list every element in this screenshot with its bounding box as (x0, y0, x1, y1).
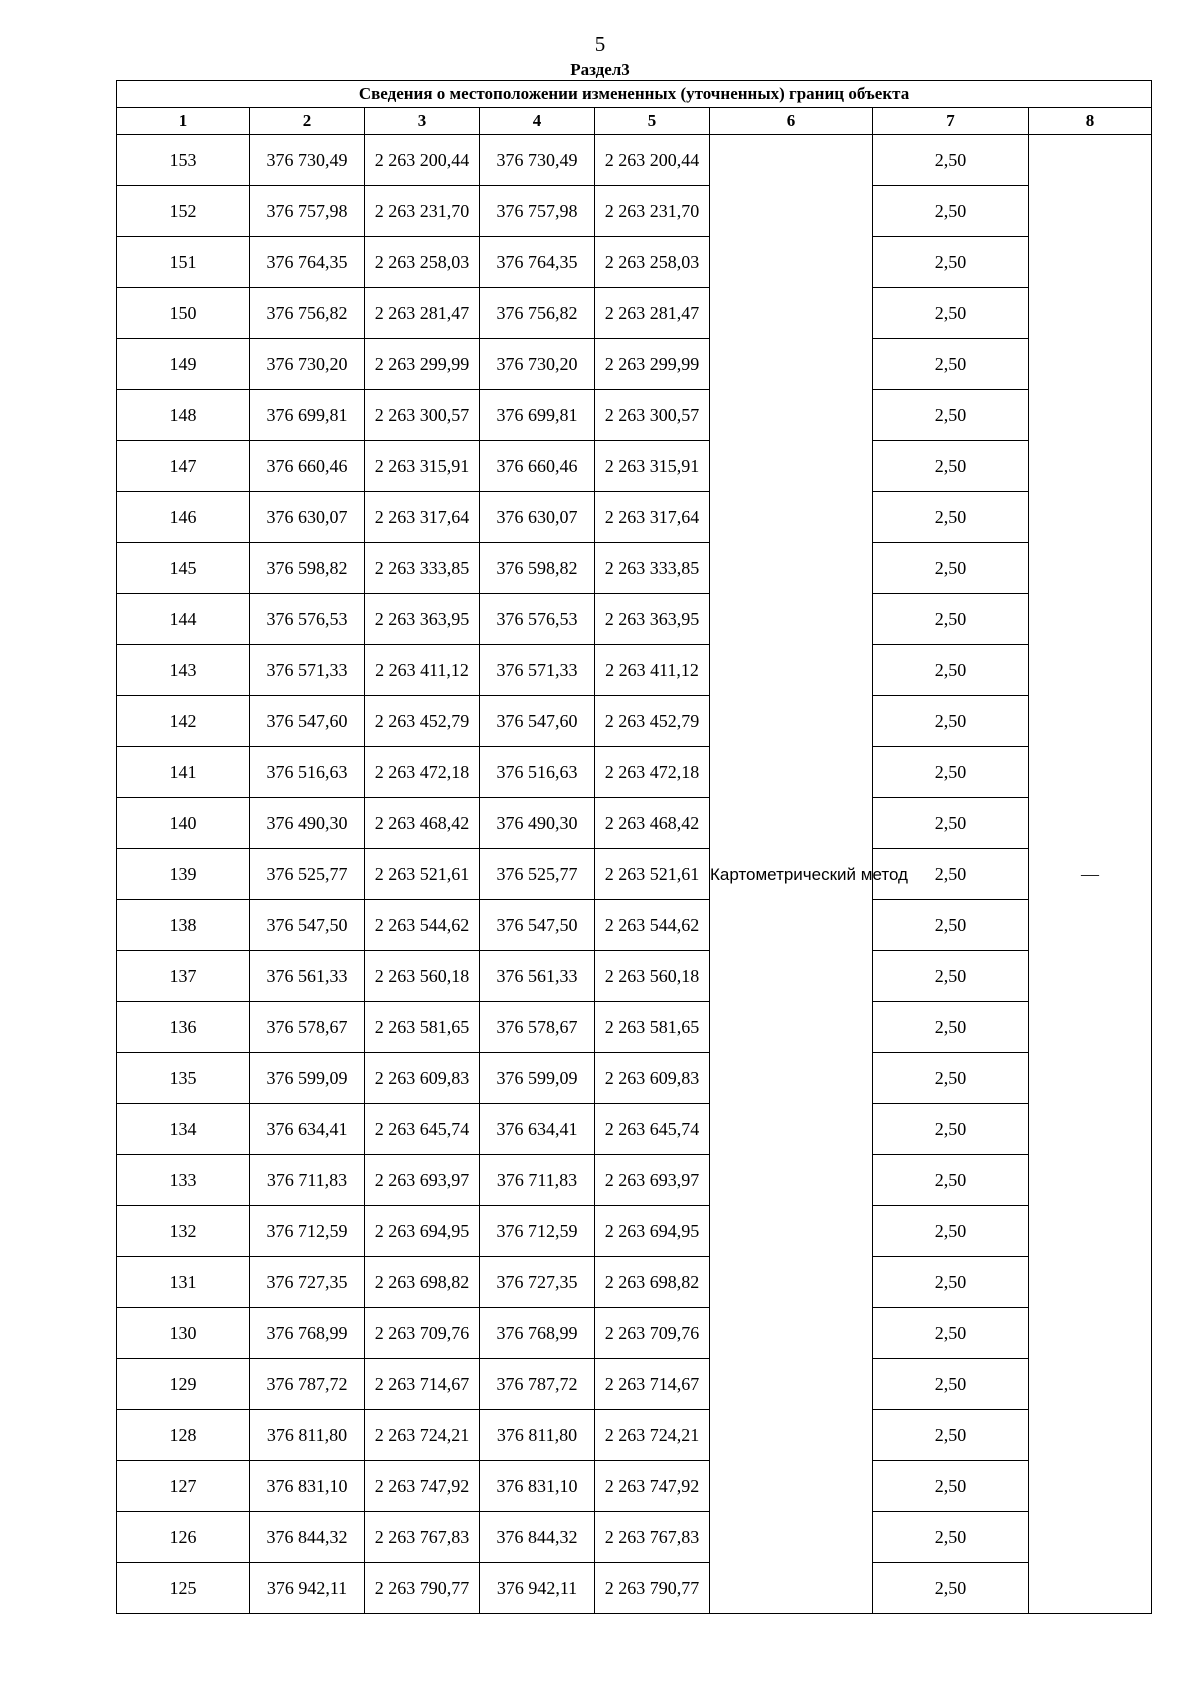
table-cell-accuracy: 2,50 (873, 1206, 1029, 1257)
table-cell-y2: 2 263 521,61 (595, 849, 710, 900)
table-cell-x1: 376 578,67 (250, 1002, 365, 1053)
column-number: 7 (873, 108, 1029, 135)
table-cell-n: 128 (117, 1410, 250, 1461)
table-cell-n: 144 (117, 594, 250, 645)
table-row (117, 645, 1152, 696)
table-cell-y2: 2 263 411,12 (595, 645, 710, 696)
column-number: 4 (480, 108, 595, 135)
table-cell-x1: 376 547,50 (250, 900, 365, 951)
table-cell-x2: 376 712,59 (480, 1206, 595, 1257)
table-cell-x1: 376 764,35 (250, 237, 365, 288)
table-body (117, 135, 1152, 1614)
table-row (117, 1206, 1152, 1257)
table-cell-y2: 2 263 767,83 (595, 1512, 710, 1563)
table-cell-x2: 376 844,32 (480, 1512, 595, 1563)
table-cell-x1: 376 634,41 (250, 1104, 365, 1155)
table-cell-x1: 376 730,20 (250, 339, 365, 390)
table-cell-x2: 376 730,20 (480, 339, 595, 390)
table-cell-accuracy: 2,50 (873, 1410, 1029, 1461)
table-row (117, 696, 1152, 747)
table-cell-y1: 2 263 581,65 (365, 1002, 480, 1053)
table-cell-y1: 2 263 544,62 (365, 900, 480, 951)
table-cell-n: 133 (117, 1155, 250, 1206)
table-cell-y1: 2 263 200,44 (365, 135, 480, 186)
table-cell-n: 126 (117, 1512, 250, 1563)
table-cell-y1: 2 263 452,79 (365, 696, 480, 747)
table-row (117, 135, 1152, 186)
table-cell-y1: 2 263 747,92 (365, 1461, 480, 1512)
table-row (117, 1053, 1152, 1104)
table-cell-y2: 2 263 333,85 (595, 543, 710, 594)
table-cell-x1: 376 730,49 (250, 135, 365, 186)
table-cell-x2: 376 599,09 (480, 1053, 595, 1104)
table-row (117, 747, 1152, 798)
table-cell-accuracy: 2,50 (873, 492, 1029, 543)
table-cell-n: 132 (117, 1206, 250, 1257)
table-cell-x2: 376 730,49 (480, 135, 595, 186)
table-row (117, 1461, 1152, 1512)
table-row (117, 339, 1152, 390)
table-row (117, 1410, 1152, 1461)
table-cell-y2: 2 263 258,03 (595, 237, 710, 288)
table-cell-y2: 2 263 299,99 (595, 339, 710, 390)
table-cell-n: 137 (117, 951, 250, 1002)
table-cell-accuracy: 2,50 (873, 1257, 1029, 1308)
table-cell-accuracy: 2,50 (873, 1563, 1029, 1614)
table-row (117, 1257, 1152, 1308)
table-cell-y1: 2 263 363,95 (365, 594, 480, 645)
table-cell-y2: 2 263 790,77 (595, 1563, 710, 1614)
table-cell-accuracy: 2,50 (873, 1104, 1029, 1155)
table-cell-x2: 376 660,46 (480, 441, 595, 492)
table-cell-accuracy: 2,50 (873, 543, 1029, 594)
column-8-cell: — (1029, 135, 1152, 1614)
table-cell-x1: 376 756,82 (250, 288, 365, 339)
table-cell-accuracy: 2,50 (873, 1461, 1029, 1512)
table-cell-x2: 376 831,10 (480, 1461, 595, 1512)
table-cell-y1: 2 263 609,83 (365, 1053, 480, 1104)
table-cell-y2: 2 263 694,95 (595, 1206, 710, 1257)
table-cell-x1: 376 490,30 (250, 798, 365, 849)
table-cell-x1: 376 811,80 (250, 1410, 365, 1461)
table-row (117, 492, 1152, 543)
table-cell-y1: 2 263 315,91 (365, 441, 480, 492)
table-cell-x1: 376 576,53 (250, 594, 365, 645)
table-cell-accuracy: 2,50 (873, 645, 1029, 696)
table-row (117, 900, 1152, 951)
table-row (117, 849, 1152, 900)
table-cell-n: 149 (117, 339, 250, 390)
table-row (117, 1308, 1152, 1359)
table-cell-y2: 2 263 747,92 (595, 1461, 710, 1512)
table-cell-y2: 2 263 317,64 (595, 492, 710, 543)
table-cell-accuracy: 2,50 (873, 798, 1029, 849)
table-row (117, 798, 1152, 849)
table-cell-accuracy: 2,50 (873, 1308, 1029, 1359)
table-cell-y2: 2 263 581,65 (595, 1002, 710, 1053)
table-cell-x1: 376 561,33 (250, 951, 365, 1002)
table-cell-y1: 2 263 299,99 (365, 339, 480, 390)
table-cell-x2: 376 634,41 (480, 1104, 595, 1155)
table-cell-accuracy: 2,50 (873, 849, 1029, 900)
table-cell-n: 138 (117, 900, 250, 951)
table-cell-x1: 376 598,82 (250, 543, 365, 594)
table-cell-x2: 376 711,83 (480, 1155, 595, 1206)
table-cell-y2: 2 263 724,21 (595, 1410, 710, 1461)
table-cell-n: 140 (117, 798, 250, 849)
table-cell-n: 145 (117, 543, 250, 594)
table-cell-y1: 2 263 790,77 (365, 1563, 480, 1614)
table-cell-n: 129 (117, 1359, 250, 1410)
table-cell-y2: 2 263 698,82 (595, 1257, 710, 1308)
table-cell-x1: 376 525,77 (250, 849, 365, 900)
table-cell-y1: 2 263 317,64 (365, 492, 480, 543)
table-cell-n: 153 (117, 135, 250, 186)
table-row (117, 390, 1152, 441)
table-row (117, 1155, 1152, 1206)
table-cell-n: 131 (117, 1257, 250, 1308)
table-cell-x2: 376 699,81 (480, 390, 595, 441)
table-cell-y2: 2 263 315,91 (595, 441, 710, 492)
table-cell-accuracy: 2,50 (873, 1155, 1029, 1206)
table-cell-y1: 2 263 231,70 (365, 186, 480, 237)
table-cell-x2: 376 768,99 (480, 1308, 595, 1359)
table-row (117, 1002, 1152, 1053)
table-cell-y1: 2 263 709,76 (365, 1308, 480, 1359)
table-cell-y1: 2 263 645,74 (365, 1104, 480, 1155)
table-cell-y2: 2 263 452,79 (595, 696, 710, 747)
table-cell-y1: 2 263 521,61 (365, 849, 480, 900)
table-cell-n: 151 (117, 237, 250, 288)
table-cell-n: 143 (117, 645, 250, 696)
table-cell-y2: 2 263 645,74 (595, 1104, 710, 1155)
table-cell-x2: 376 942,11 (480, 1563, 595, 1614)
table-cell-n: 127 (117, 1461, 250, 1512)
table-row (117, 1512, 1152, 1563)
table-row (117, 1563, 1152, 1614)
table-cell-y1: 2 263 333,85 (365, 543, 480, 594)
table-caption: Сведения о местоположении измененных (уточненных) границ объекта (117, 81, 1152, 108)
table-cell-n: 136 (117, 1002, 250, 1053)
table-cell-y2: 2 263 544,62 (595, 900, 710, 951)
table-cell-accuracy: 2,50 (873, 339, 1029, 390)
column-number: 1 (117, 108, 250, 135)
table-cell-y1: 2 263 300,57 (365, 390, 480, 441)
table-cell-y1: 2 263 411,12 (365, 645, 480, 696)
table-cell-x2: 376 571,33 (480, 645, 595, 696)
table-cell-x1: 376 757,98 (250, 186, 365, 237)
table-cell-x1: 376 711,83 (250, 1155, 365, 1206)
table-cell-x2: 376 630,07 (480, 492, 595, 543)
column-number-row (117, 108, 1152, 135)
table-cell-n: 135 (117, 1053, 250, 1104)
table-cell-y2: 2 263 231,70 (595, 186, 710, 237)
table-cell-x2: 376 561,33 (480, 951, 595, 1002)
table-cell-accuracy: 2,50 (873, 390, 1029, 441)
table-cell-y2: 2 263 693,97 (595, 1155, 710, 1206)
table-cell-x1: 376 768,99 (250, 1308, 365, 1359)
table-cell-y1: 2 263 724,21 (365, 1410, 480, 1461)
table-row (117, 186, 1152, 237)
table-cell-accuracy: 2,50 (873, 1512, 1029, 1563)
column-number: 3 (365, 108, 480, 135)
table-cell-x1: 376 660,46 (250, 441, 365, 492)
table-cell-x1: 376 630,07 (250, 492, 365, 543)
table-cell-x1: 376 787,72 (250, 1359, 365, 1410)
table-cell-accuracy: 2,50 (873, 594, 1029, 645)
table-row (117, 951, 1152, 1002)
table-cell-y2: 2 263 714,67 (595, 1359, 710, 1410)
table-cell-y1: 2 263 468,42 (365, 798, 480, 849)
table-cell-x1: 376 516,63 (250, 747, 365, 798)
table-cell-y2: 2 263 609,83 (595, 1053, 710, 1104)
table-cell-x2: 376 578,67 (480, 1002, 595, 1053)
table-cell-n: 139 (117, 849, 250, 900)
table-cell-n: 147 (117, 441, 250, 492)
table-cell-y1: 2 263 767,83 (365, 1512, 480, 1563)
table-cell-x2: 376 490,30 (480, 798, 595, 849)
table-cell-accuracy: 2,50 (873, 900, 1029, 951)
column-number: 2 (250, 108, 365, 135)
table-cell-accuracy: 2,50 (873, 1053, 1029, 1104)
table-cell-x2: 376 787,72 (480, 1359, 595, 1410)
table-cell-y2: 2 263 560,18 (595, 951, 710, 1002)
table-cell-y1: 2 263 472,18 (365, 747, 480, 798)
table-cell-y2: 2 263 281,47 (595, 288, 710, 339)
table-cell-x1: 376 712,59 (250, 1206, 365, 1257)
table-cell-accuracy: 2,50 (873, 1002, 1029, 1053)
table-cell-y1: 2 263 560,18 (365, 951, 480, 1002)
table-cell-y1: 2 263 694,95 (365, 1206, 480, 1257)
table-row (117, 288, 1152, 339)
table-cell-x1: 376 942,11 (250, 1563, 365, 1614)
table-cell-accuracy: 2,50 (873, 951, 1029, 1002)
table-cell-n: 142 (117, 696, 250, 747)
table-cell-y2: 2 263 300,57 (595, 390, 710, 441)
table-cell-x2: 376 598,82 (480, 543, 595, 594)
table-cell-accuracy: 2,50 (873, 1359, 1029, 1410)
table-cell-y1: 2 263 693,97 (365, 1155, 480, 1206)
table-cell-n: 141 (117, 747, 250, 798)
table-row (117, 543, 1152, 594)
table-cell-y1: 2 263 698,82 (365, 1257, 480, 1308)
table-row (117, 594, 1152, 645)
table-cell-x1: 376 547,60 (250, 696, 365, 747)
table-cell-x1: 376 831,10 (250, 1461, 365, 1512)
table-cell-y2: 2 263 468,42 (595, 798, 710, 849)
section-title: Раздел3 (570, 60, 630, 79)
table-cell-x2: 376 547,50 (480, 900, 595, 951)
column-number: 6 (710, 108, 873, 135)
table-cell-x2: 376 764,35 (480, 237, 595, 288)
table-cell-accuracy: 2,50 (873, 696, 1029, 747)
table-cell-n: 150 (117, 288, 250, 339)
column-number: 8 (1029, 108, 1152, 135)
table-cell-x1: 376 571,33 (250, 645, 365, 696)
table-row (117, 1104, 1152, 1155)
table-cell-n: 146 (117, 492, 250, 543)
table-cell-n: 125 (117, 1563, 250, 1614)
table-cell-y2: 2 263 200,44 (595, 135, 710, 186)
table-cell-x2: 376 547,60 (480, 696, 595, 747)
table-cell-x1: 376 727,35 (250, 1257, 365, 1308)
table-cell-x1: 376 699,81 (250, 390, 365, 441)
table-cell-x2: 376 757,98 (480, 186, 595, 237)
table-cell-y1: 2 263 714,67 (365, 1359, 480, 1410)
table-cell-y1: 2 263 281,47 (365, 288, 480, 339)
table-cell-x2: 376 576,53 (480, 594, 595, 645)
table-row (117, 1359, 1152, 1410)
table-cell-x1: 376 599,09 (250, 1053, 365, 1104)
table-cell-n: 134 (117, 1104, 250, 1155)
table-cell-n: 148 (117, 390, 250, 441)
table-cell-accuracy: 2,50 (873, 237, 1029, 288)
table-row (117, 441, 1152, 492)
column-number: 5 (595, 108, 710, 135)
table-cell-accuracy: 2,50 (873, 441, 1029, 492)
table-cell-y2: 2 263 709,76 (595, 1308, 710, 1359)
table-cell-y1: 2 263 258,03 (365, 237, 480, 288)
table-cell-x2: 376 727,35 (480, 1257, 595, 1308)
table-row (117, 237, 1152, 288)
table-cell-accuracy: 2,50 (873, 747, 1029, 798)
table-cell-x1: 376 844,32 (250, 1512, 365, 1563)
table-cell-accuracy: 2,50 (873, 135, 1029, 186)
method-cell: Картометрический метод (710, 135, 873, 1614)
table-cell-accuracy: 2,50 (873, 288, 1029, 339)
table-cell-x2: 376 756,82 (480, 288, 595, 339)
table-cell-accuracy: 2,50 (873, 186, 1029, 237)
table-cell-y2: 2 263 363,95 (595, 594, 710, 645)
table-cell-n: 130 (117, 1308, 250, 1359)
table-cell-y2: 2 263 472,18 (595, 747, 710, 798)
coordinates-table (116, 80, 1152, 1614)
table-cell-x2: 376 811,80 (480, 1410, 595, 1461)
table-cell-x2: 376 525,77 (480, 849, 595, 900)
table-cell-n: 152 (117, 186, 250, 237)
table-cell-x2: 376 516,63 (480, 747, 595, 798)
page-number: 5 (594, 32, 606, 56)
